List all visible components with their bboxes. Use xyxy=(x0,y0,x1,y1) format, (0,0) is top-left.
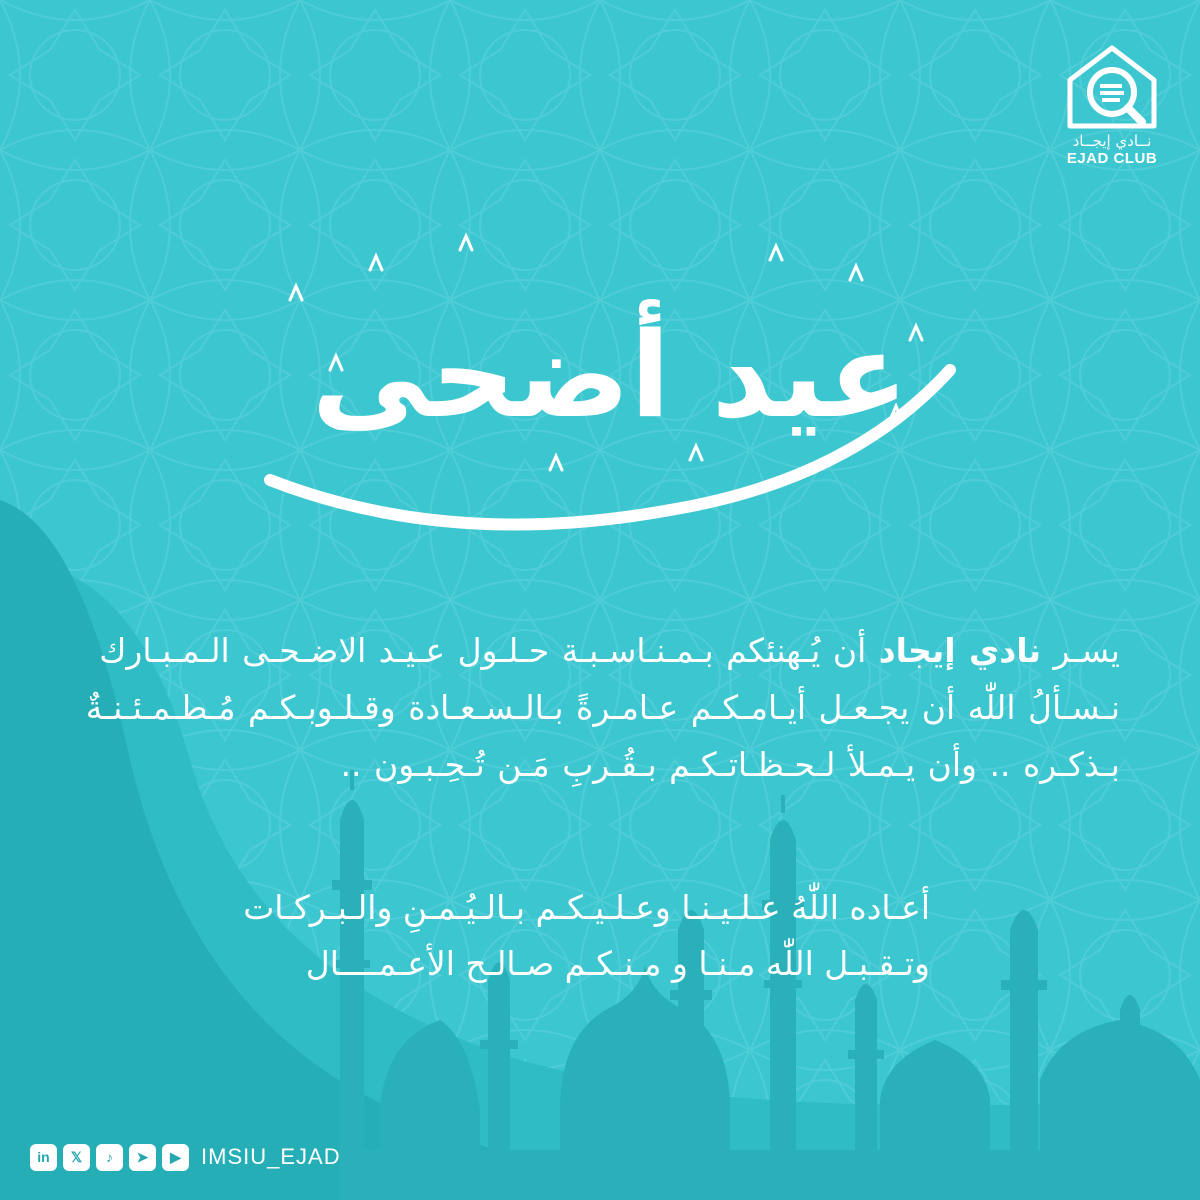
blessing-message xyxy=(200,880,930,992)
greeting-line-1-end: أن يُـهنئكم بـمـنـاسـبـة حـلـول عـيـد الاضـحـى الـمـبـارك xyxy=(99,631,879,670)
logo-arabic-name: نــادي إيجــاد xyxy=(1072,132,1152,150)
x-icon[interactable]: 𝕏 xyxy=(63,1144,90,1171)
greeting-line-2: نـسـألُ اللّٰه أن يجـعـل أيـامـكـم عـامـرةً بـالـسـعـادة وقـلـوبـكـم مُـطـمـئـنـةٌ xyxy=(85,688,1120,727)
blessing-line-1: أعـاده اللّٰهُ عـلـيـنـا وعـلـيـكـم بـالـيُـمـنِ والـبـركـات xyxy=(243,888,930,927)
telegram-icon[interactable]: ➤ xyxy=(129,1144,156,1171)
linkedin-icon[interactable]: in xyxy=(30,1144,57,1171)
tiktok-icon[interactable]: ♪ xyxy=(96,1144,123,1171)
greeting-line-3: بـذكـره .. وأن يـمـلأ لـحـظـاتـكـم بـقُـربِ مَـن تُـحِـبـون .. xyxy=(340,745,1120,784)
youtube-icon[interactable]: ▶ xyxy=(162,1144,189,1171)
greeting-line-1 xyxy=(60,622,1120,679)
eid-al-adha-title: عيد أضحى xyxy=(311,306,909,444)
logo-english-name: EJAD CLUB xyxy=(1066,150,1158,167)
ejad-club-logo xyxy=(1052,40,1172,168)
greeting-line-1-start: يسـر xyxy=(1041,631,1120,670)
club-name-highlight: نادي إيجاد xyxy=(878,631,1041,670)
social-footer xyxy=(30,1143,341,1171)
house-search-icon xyxy=(1062,40,1162,132)
blessing-line-2: وتـقـبـل اللّٰه مـنـا و مـنـكـم صـالـح الأعـمــــال xyxy=(305,944,930,983)
greeting-message xyxy=(60,622,1120,793)
social-handle[interactable]: IMSIU_EJAD xyxy=(201,1144,341,1169)
